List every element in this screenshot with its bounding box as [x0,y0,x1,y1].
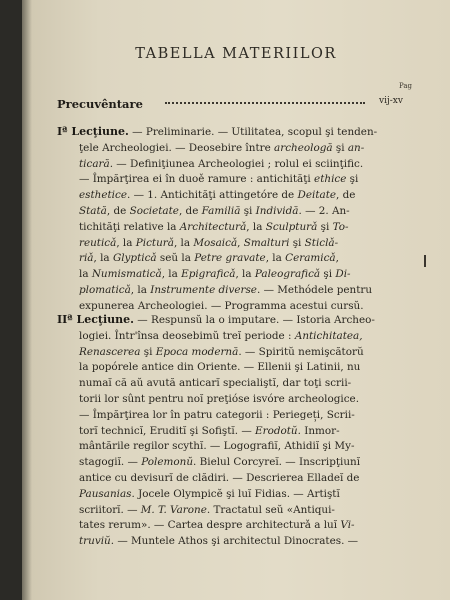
lecture-line [57,345,412,361]
book-page [22,0,450,600]
lecture-text: archeologă [274,141,333,154]
lecture-text: tates rerum». — Cartea despre architecturǎ a luĭ [79,519,341,532]
lecture-text: numaĭ că aŭ avută anticarĭ specialiştĭ, dar toţi scrii- [79,377,352,390]
lecture-line [57,376,412,392]
lecture-text: Di- [335,268,351,281]
lecture-text: şi [320,268,336,281]
lecture-text: , de [178,204,202,217]
lecture-text: Polemonŭ [141,456,194,469]
lecture-text: expunerea Archeologiei. — Programma acestui cursŭ. [79,299,364,312]
lecture-line [57,329,412,345]
lecture-text: . — Muntele Athos şi architectul Dinocrates. — [110,535,359,548]
lecture-text: Smalturi [243,236,290,249]
leader-dots [165,100,365,104]
lecture-text: ticară [79,157,110,170]
lecture-text: şi [289,236,305,249]
lecture-text: , la [173,236,194,249]
lecture-line [57,188,412,204]
lecture-text: Vi- [340,519,355,532]
lecture-text: antice cu devisurĭ de clădiri. — Descrierea Elladeĭ de [79,471,360,484]
lecture-line [57,424,412,440]
lecture-line [57,439,412,455]
lecture-text: M. T. Varone [140,503,207,516]
lecture-line [57,503,412,519]
lecture-text: logiei. Într'însa deosebimŭ treĭ periode : [79,329,295,342]
lecture-text: . Jocele Olympicĕ şi luĭ Fidias. — Artiştĭ [131,487,340,500]
lecture-line [57,518,412,534]
lecture-text: Sculpturǎ [265,220,318,233]
page-column-header: Pag [398,82,412,90]
toc-entry-preface [57,93,427,109]
lecture-text: Stată [79,204,107,217]
lecture-text: , [237,236,244,249]
lecture-text: Individă [255,204,299,217]
lecture-text: Paleograficǎ [254,268,321,281]
lecture-text: , de [106,204,130,217]
lecture-text: şi [346,173,359,186]
lecture-line [57,455,412,471]
lecture-text: — Împărţirea ei în duoě ramure : antichităţi [79,173,315,186]
lecture-text: Architecturǎ [179,220,247,233]
lecture-text: ţele Archeologiei. — Deosebire între [79,141,275,154]
lecture-line [57,267,412,283]
lecture-text: Deitate [297,189,337,202]
lecture-text: Societate [129,204,179,217]
toc-entry-lecture-2 [57,312,412,550]
lecture-text: . Tractatul seŭ «Antiqui- [206,503,335,516]
lecture-text: , de [336,189,356,202]
page-title: TABELLA MATERIILOR [135,46,337,62]
lecture-text: stagogiĭ. — [79,456,142,469]
lecture-text: Instrumente diverse [150,283,257,296]
lecture-text: Pausanias [79,487,132,500]
lecture-text: , la [265,252,286,265]
lecture-text: la popórele antice din Oriente. — Ellenii şi Latinii, nu [79,361,361,374]
margin-mark [424,255,426,267]
lecture-text: esthetice [79,189,127,202]
lecture-text: şi [317,220,333,233]
lecture-line [57,534,412,550]
preface-pages: vij-xv [379,96,403,106]
lecture-text: scriitorĭ. — [79,503,141,516]
lecture-line [57,360,412,376]
lecture-text: . — 1. Antichităţi attingetóre de [126,189,298,202]
lecture-line [57,471,412,487]
lecture-text: şi [240,204,256,217]
lecture-text: , la [116,236,136,249]
lecture-text: şi [140,345,156,358]
preface-label: Precuvêntare [57,97,143,111]
lecture-line [57,141,412,157]
lecture-text: , la [161,268,182,281]
lecture-text: , la [130,283,151,296]
lecture-line [57,172,412,188]
lecture-text: truviŭ [79,535,111,548]
lecture-text: Picturǎ [135,236,174,249]
lecture-line [57,392,412,408]
lecture-text: . Bielul Corcyreĭ. — Inscripţiunĭ [193,456,361,469]
lecture-text: torĭ technicĭ, Eruditĭ şi Sofiştĭ. — [79,424,256,437]
lecture-text: . — 2. An- [298,204,350,217]
lecture-text: , la [246,220,266,233]
lecture-text: şi [332,141,348,154]
lecture-line [57,157,412,173]
lecture-text: Epigraficǎ [181,268,236,281]
lecture-text: tichităţi relative la [79,220,180,233]
lecture-text: la [79,268,92,281]
lecture-text: Petre gravate [194,252,266,265]
lecture-text: ethice [314,173,347,186]
lecture-text: Numismaticǎ [91,268,162,281]
lecture-label: IIª Lecţiune. [57,313,134,326]
lecture-line [57,408,412,424]
lecture-line [57,283,412,299]
lecture-line [57,251,412,267]
lecture-line [57,124,412,141]
lecture-text: — Respunsŭ la o imputare. — Istoria Archeo- [134,314,375,326]
lecture-text: — Împărţirea lor în patru categorii : Perieget̹i, Scrii- [79,408,355,421]
lecture-text: . — Spiritŭ nemişcătorŭ [238,345,364,358]
lecture-text: . Inmor- [297,424,340,437]
lecture-text: Sticlǎ- [304,236,339,249]
lecture-label: Iª Lecţiune. [57,125,129,138]
lecture-text: Erodotŭ [255,424,298,437]
lecture-text: Glypticǎ [112,252,157,265]
lecture-text: an- [347,141,365,154]
lecture-text: , [335,252,339,265]
lecture-line [57,204,412,220]
lecture-text: Familiă [201,204,241,217]
lecture-text: Epoca modernă [155,345,239,358]
lecture-text: To- [332,220,349,233]
lecture-text: Mosaicǎ [193,236,238,249]
lecture-text: Antichitatea, [294,329,363,342]
lecture-text: — Preliminarie. — Utilitatea, scopul şi tenden- [128,126,378,138]
lecture-text: riǎ [79,252,94,265]
lecture-text: Renascerea [79,345,141,358]
lecture-text: plomaticǎ [79,283,131,296]
page-gutter-shadow [22,0,32,600]
lecture-text: mântările regilor scythĭ. — Logografiĭ, Athidiĭ şi My- [79,440,355,453]
lecture-line [57,487,412,503]
lecture-text: . — Definiţiunea Archeologiei ; rolul ei sciinţific. [109,157,364,170]
lecture-text: seŭ la [156,252,195,265]
lecture-line [57,236,412,252]
lecture-line [57,220,412,236]
lecture-text: . — Methódele pentru [256,283,373,296]
lecture-line [57,312,412,329]
toc-entry-lecture-1 [57,124,412,315]
lecture-text: reuticǎ [79,236,117,249]
lecture-text: Ceramicǎ [285,252,336,265]
lecture-text: torii lor sûnt pentru noĭ preţióse isvóre archeologice. [79,392,360,405]
lecture-text: , la [93,252,113,265]
lecture-text: , la [235,268,255,281]
